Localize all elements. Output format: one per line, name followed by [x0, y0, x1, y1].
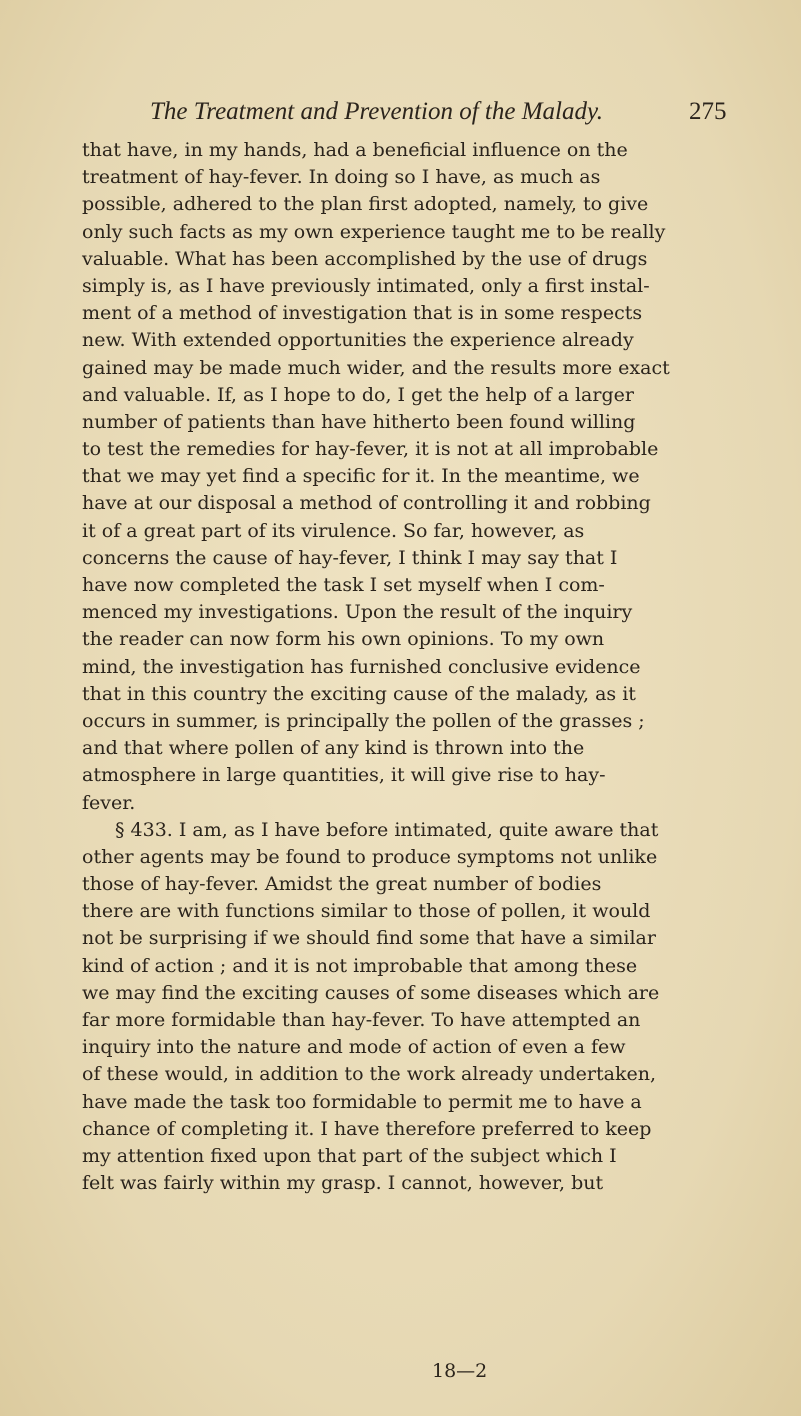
page-number: 275: [689, 98, 727, 125]
text-line: my attention fixed upon that part of the subject which I: [82, 1144, 617, 1167]
running-head: [150, 96, 790, 128]
text-line: it of a great part of its virulence. So far, however, as: [82, 519, 585, 542]
text-line: only such facts as my own experience taught me to be really: [82, 220, 666, 243]
text-line: ment of a method of investigation that is in some respects: [82, 302, 643, 325]
text-line: there are with functions similar to those of pollen, it would: [82, 900, 651, 923]
text-line: gained may be made much wider, and the results more exact: [82, 356, 670, 379]
body-text: [82, 137, 782, 1197]
text-line: atmosphere in large quantities, it will give rise to hay-: [82, 764, 606, 787]
signature-mark: 18—2: [432, 1360, 488, 1382]
text-line: far more formidable than hay-fever. To have attempted an: [82, 1009, 641, 1031]
text-line: and that where pollen of any kind is thrown into the: [82, 737, 585, 760]
text-line: occurs in summer, is principally the pollen of the grasses ;: [82, 709, 645, 732]
text-line: have at our disposal a method of controlling it and robbing: [82, 492, 651, 515]
text-line: § 433. I am, as I have before intimated, quite aware that: [115, 818, 659, 841]
text-line: possible, adhered to the plan first adopted, namely, to give: [82, 193, 649, 216]
text-line: and valuable. If, as I hope to do, I get the help of a larger: [82, 383, 634, 406]
text-line: not be surprising if we should find some that have a similar: [82, 927, 656, 950]
text-line: valuable. What has been accomplished by the use of drugs: [82, 247, 648, 270]
text-line: concerns the cause of hay-fever, I think I may say that I: [82, 546, 618, 569]
paragraph-2: [82, 817, 782, 1198]
running-head-title: The Treatment and Prevention of the Malady.: [150, 98, 603, 125]
text-line: menced my investigations. Upon the result of the inquiry: [82, 601, 633, 624]
text-line: fever.: [82, 791, 136, 814]
text-line: to test the remedies for hay-fever, it is not at all improbable: [82, 438, 659, 461]
text-line: new. With extended opportunities the experience already: [82, 329, 634, 352]
text-line: that in this country the exciting cause of the malady, as it: [82, 682, 636, 705]
text-line: kind of action ; and it is not improbable that among these: [82, 954, 638, 977]
text-line: number of patients than have hitherto been found willing: [82, 410, 636, 433]
text-line: chance of completing it. I have therefore preferred to keep: [82, 1117, 652, 1140]
text-line: those of hay-fever. Amidst the great number of bodies: [82, 873, 602, 896]
text-line: mind, the investigation has furnished conclusive evidence: [82, 655, 641, 678]
text-line: we may find the exciting causes of some diseases which are: [82, 981, 660, 1004]
text-line: simply is, as I have previously intimated, only a first instal-: [82, 274, 650, 297]
text-line: the reader can now form his own opinions. To my own: [82, 628, 605, 651]
text-line: that we may yet find a specific for it. In the meantime, we: [82, 465, 640, 488]
text-line: inquiry into the nature and mode of action of even a few: [82, 1036, 626, 1059]
text-line: treatment of hay-fever. In doing so I have, as much as: [82, 166, 601, 189]
text-line: of these would, in addition to the work already undertaken,: [82, 1063, 656, 1086]
text-line: other agents may be found to produce symptoms not unlike: [82, 845, 658, 868]
text-line: have made the task too formidable to permit me to have a: [82, 1090, 642, 1113]
text-line: that have, in my hands, had a beneficial influence on the: [82, 139, 628, 161]
text-line: have now completed the task I set myself when I com-: [82, 574, 605, 596]
paragraph-1: [82, 137, 782, 817]
text-line: felt was fairly within my grasp. I cannot, however, but: [82, 1172, 604, 1195]
